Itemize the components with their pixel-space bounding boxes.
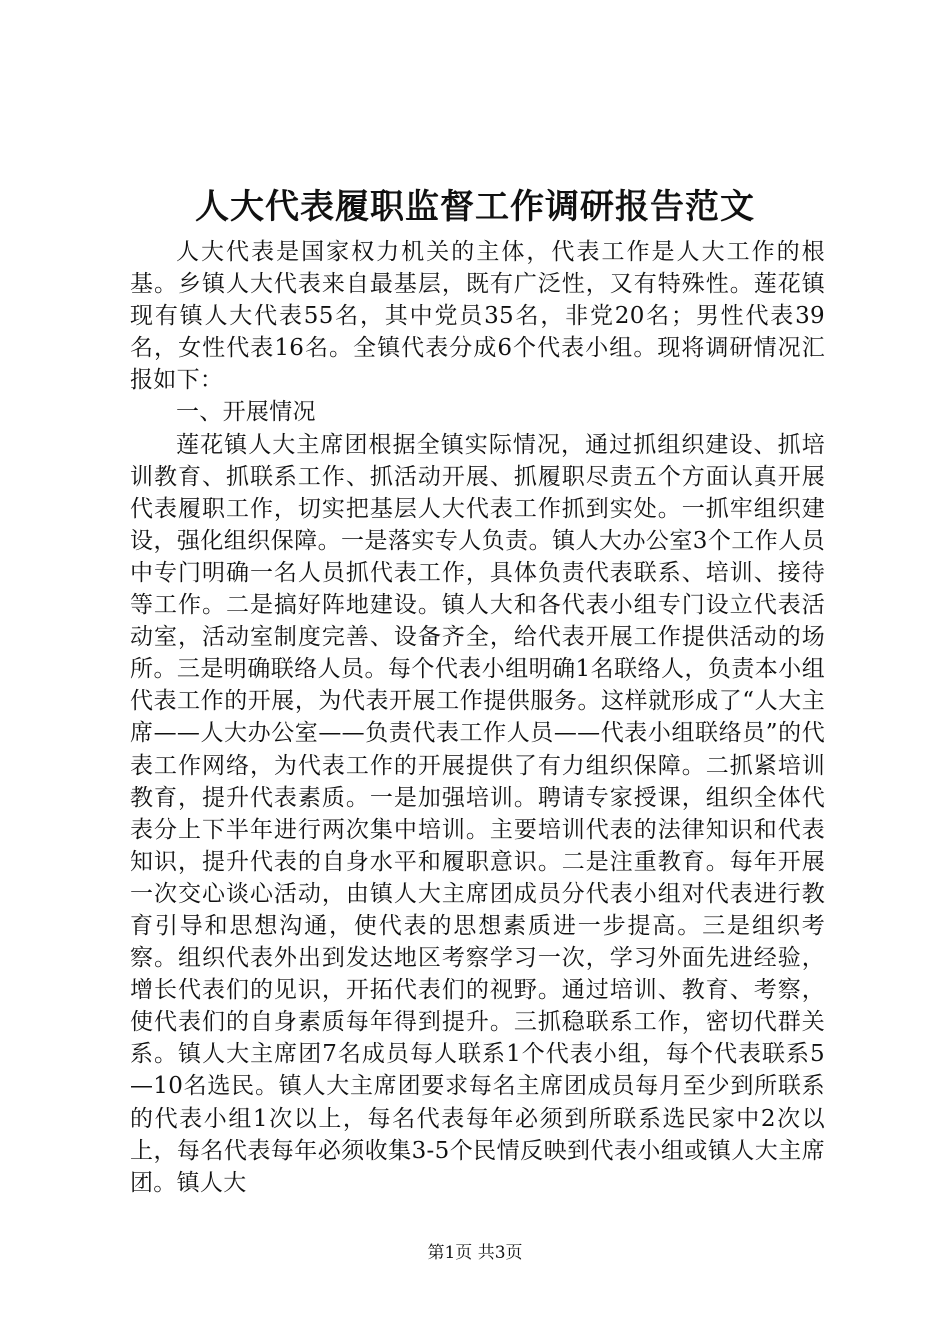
paragraph-details: 莲花镇人大主席团根据全镇实际情况，通过抓组织建设、抓培训教育、抓联系工作、抓活动开展、抓履职尽责五个方面认真开展代表履职工作，切实把基层人大代表工作抓到实处。一抓牢组织建设，强化组织保障。一是落实专人负责。镇人大办公室3个工作人员中专门明确一名人员抓代表工作，具体负责代表联系、培训、接待等工作。二是搞好阵地建设。镇人大和各代表小组专门设立代表活动室，活动室制度完善、设备齐全，给代表开展工作提供活动的场所。三是明确联络人员。每个代表小组明确1名联络人，负责本小组代表工作的开展，为代表开展工作提供服务。这样就形成了“人大主席——人大办公室——负责代表工作人员——代表小组联络员”的代表工作网络，为代表工作的开展提供了有力组织保障。二抓紧培训教育，提升代表素质。一是加强培训。聘请专家授课，组织全体代表分上下半年进行两次集中培训。主要培训代表的法律知识和代表知识，提升代表的自身水平和履职意识。二是注重教育。每年开展一次交心谈心活动，由镇人大主席团成员分代表小组对代表进行教育引导和思想沟通，使代表的思想素质进一步提高。三是组织考察。组织代表外出到发达地区考察学习一次，学习外面先进经验，增长代表们的见识，开拓代表们的视野。通过培训、教育、考察，使代表们的自身素质每年得到提升。三抓稳联系工作，密切代群关系。镇人大主席团7名成员每人联系1个代表小组，每个代表联系5—10名选民。镇人大主席团要求每名主席团成员每月至少到所联系的代表小组1次以上，每名代表每年必须到所联系选民家中2次以上，每名代表每年必须收集3-5个民情反映到代表小组或镇人大主席团。镇人大	[130, 431, 825, 1196]
document-body	[130, 236, 825, 1199]
paragraph-intro: 人大代表是国家权力机关的主体，代表工作是人大工作的根基。乡镇人大代表来自最基层，既有广泛性，又有特殊性。莲花镇现有镇人大代表55名，其中党员35名，非党20名；男性代表39名，女性代表16名。全镇代表分成6个代表小组。现将调研情况汇报如下：	[130, 239, 825, 394]
page-footer: 第1页 共3页	[427, 1243, 523, 1263]
document-title: 人大代表履职监督工作调研报告范文	[195, 187, 755, 227]
section-heading: 一、开展情况	[176, 399, 316, 426]
